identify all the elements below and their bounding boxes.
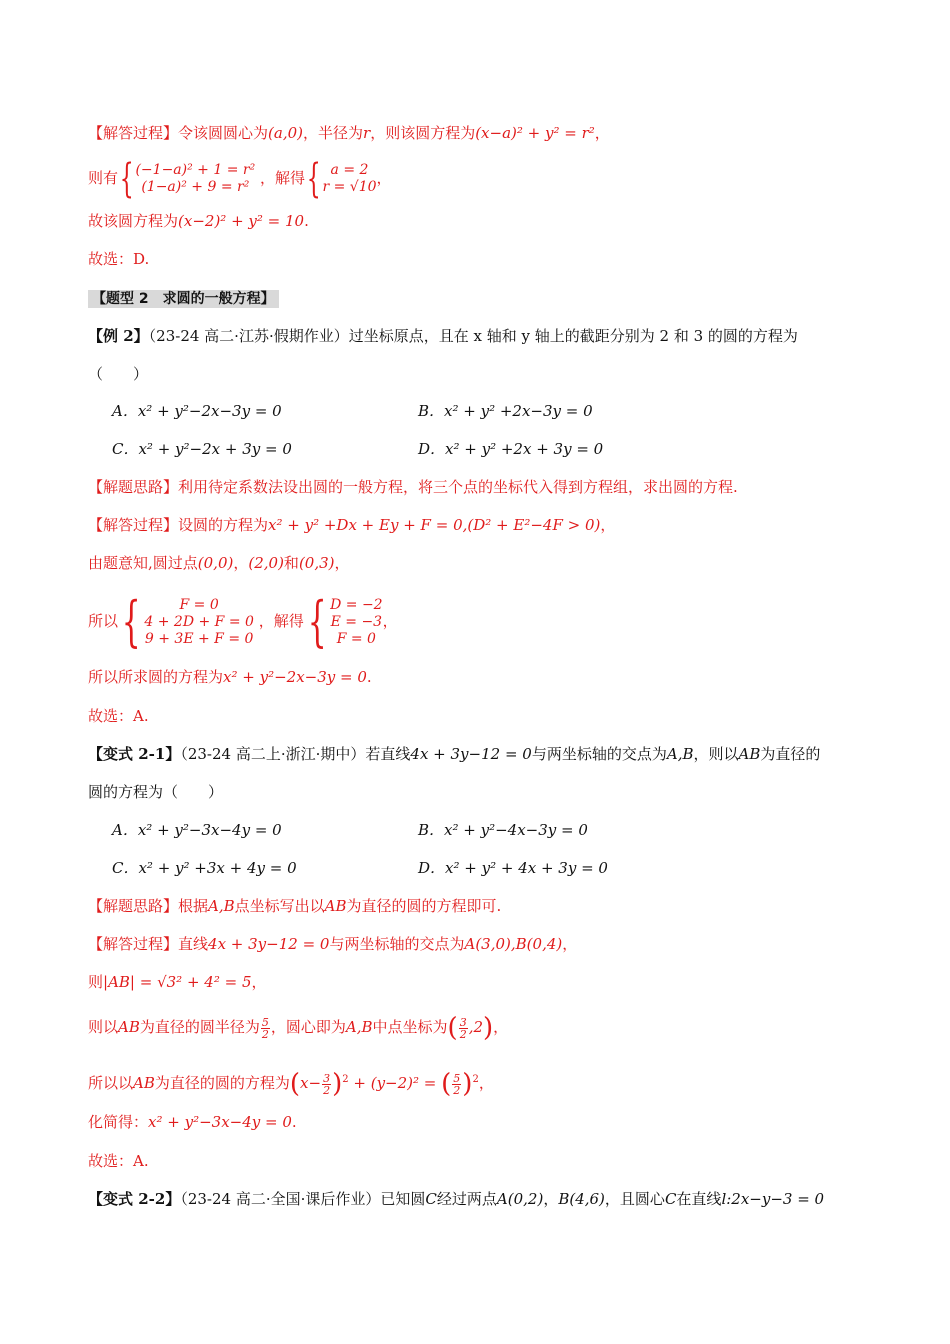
conclusion-line (88, 210, 309, 232)
text: 所以 (88, 612, 119, 630)
text: 为直径的圆半径为 (139, 1018, 260, 1036)
option-a[interactable]: A．x² + y²−2x−3y = 0 (112, 402, 282, 420)
variant-label: 【变式 2-1】 (88, 745, 181, 763)
variant-2-1-solution-3 (88, 1012, 508, 1042)
question-source: （23-24 高二·全国·课后作业） (180, 1190, 381, 1208)
exponent: 2 (342, 1074, 349, 1085)
circle-equation: (x−a)² + y² = r² (475, 124, 595, 142)
fraction-denominator: 2 (453, 1083, 461, 1097)
variant-2-1-solution-4 (88, 1066, 494, 1100)
text: 则有 (88, 169, 119, 187)
point: B(4,6) (558, 1190, 605, 1208)
brace: { (306, 156, 321, 202)
circle-symbol: C (664, 1190, 677, 1208)
answer-blank: （ ） (88, 365, 149, 383)
system-row: E = −3 (330, 613, 383, 630)
section-heading-label: 【题型 2 求圆的一般方程】 (88, 290, 279, 308)
example-2-solution-2 (88, 552, 350, 574)
text: ，解得 (259, 169, 305, 187)
text: ， (376, 169, 392, 187)
example-2-solution-1 (88, 514, 615, 536)
text: . (304, 212, 309, 230)
question-text: 过坐标原点，且在 x 轴和 y 轴上的截距分别为 2 和 3 的圆的方程为 (348, 327, 798, 345)
text: 故该圆方程为 (88, 212, 179, 230)
variant-label: 【变式 2-2】 (88, 1190, 181, 1208)
section-heading (88, 287, 279, 310)
example-2-answer (88, 705, 149, 727)
left-paren: ( (447, 1013, 458, 1043)
text: 在直线 (676, 1190, 722, 1208)
fraction (452, 1073, 461, 1096)
line-equation: 4x + 3y−12 = 0 (410, 745, 532, 763)
example-2-idea (88, 476, 738, 498)
text: ， (382, 612, 398, 630)
text: 直线 (178, 935, 209, 953)
brace: { (121, 590, 141, 653)
line-equation: l:2x−y−3 = 0 (721, 1190, 825, 1208)
text: 化简得： (88, 1113, 149, 1131)
text: 和 (283, 554, 299, 572)
question-source: （23-24 高二·江苏·假期作业） (148, 327, 349, 345)
right-paren: ) (483, 1013, 494, 1043)
text: . (366, 668, 372, 686)
variant-2-1-solution-5 (88, 1111, 297, 1133)
fraction-denominator: 2 (459, 1027, 467, 1041)
example-label: 【例 2】 (88, 327, 149, 345)
text: . (291, 1113, 297, 1131)
text: 与两坐标轴的交点为 (531, 745, 667, 763)
equation: x² + y²−3x−4y = 0 (148, 1113, 292, 1131)
system-line (88, 156, 392, 200)
example-2-question (88, 325, 798, 347)
left-paren: ( (441, 1069, 452, 1099)
segment: AB (133, 1074, 155, 1092)
text: ，则以 (693, 745, 739, 763)
option-c[interactable]: C．x² + y²−2x + 3y = 0 (112, 440, 292, 458)
equation-system (144, 597, 254, 648)
equation: x² + y²−2x−3y = 0 (223, 668, 367, 686)
answer-text: 故选：D. (88, 250, 150, 268)
example-2-paren (88, 363, 148, 385)
text: ， (600, 516, 616, 534)
text: ，圆心即为 (270, 1018, 346, 1036)
equation-middle: + (y−2)² = (348, 1074, 442, 1092)
system-row: 9 + 3E + F = 0 (144, 630, 254, 647)
variant-2-1-question (88, 743, 820, 765)
exponent: 2 (472, 1074, 479, 1085)
answer-text: 故选：A. (88, 707, 149, 725)
system-row: a = 2 (330, 162, 369, 178)
text: 若直线 (365, 745, 411, 763)
text: ， (334, 554, 350, 572)
text: ，解得 (258, 612, 304, 630)
center-x-fraction (459, 1017, 468, 1040)
solution-process-line-1 (88, 122, 610, 144)
text: 所以所求圆的方程为 (88, 668, 224, 686)
variant-2-1-solution-2 (88, 971, 267, 993)
system-row: D = −2 (330, 596, 383, 613)
line-equation: 4x + 3y−12 = 0 (208, 935, 330, 953)
answer-text: 故选：A. (88, 1152, 149, 1170)
option-d[interactable]: D．x² + y² +2x + 3y = 0 (418, 440, 604, 458)
text: 经过两点 (436, 1190, 497, 1208)
point: (0,0) (197, 554, 234, 572)
text: 则以 (88, 1018, 119, 1036)
text: 令该圆圆心为 (178, 124, 269, 142)
fraction-denominator: 2 (323, 1083, 331, 1097)
system-row: (1−a)² + 9 = r² (141, 179, 250, 195)
point: (0,3) (298, 554, 335, 572)
text: ， (251, 973, 267, 991)
text: ，且圆心 (604, 1190, 665, 1208)
equation: (x−2)² + y² = 10 (178, 212, 305, 230)
brace: { (119, 156, 134, 202)
system-row: r = √10 (322, 179, 377, 195)
fraction-numerator: 5 (261, 1015, 269, 1029)
question-source: （23-24 高二上·浙江·期中） (180, 745, 366, 763)
left-paren: ( (289, 1069, 301, 1099)
equation-system-1 (135, 162, 255, 196)
text: 为直径的 (760, 745, 821, 763)
solution-process-label: 【解答过程】 (88, 516, 179, 534)
point: (2,0) (248, 554, 284, 572)
points: A,B (345, 1018, 373, 1036)
variant-2-1-question-line-2 (88, 781, 223, 803)
option-a[interactable]: A．x² + y²−3x−4y = 0 (112, 821, 282, 839)
right-paren: ) (332, 1069, 343, 1099)
text: 设圆的方程为 (178, 516, 269, 534)
option-b[interactable]: B．x² + y²−4x−3y = 0 (418, 821, 588, 839)
text: 已知圆 (380, 1190, 426, 1208)
segment: AB (324, 897, 347, 915)
points: A,B (208, 897, 235, 915)
answer-line (88, 248, 149, 270)
idea-label: 【解题思路】 (88, 478, 179, 496)
solution-process-label: 【解答过程】 (88, 124, 179, 142)
text: 由题意知,圆过点 (88, 554, 198, 572)
text: ， (543, 1190, 559, 1208)
fraction-numerator: 3 (459, 1015, 467, 1029)
text: 根据 (178, 897, 209, 915)
text: 为直径的圆的方程即可. (346, 897, 502, 915)
system-row: 4 + 2D + F = 0 (144, 613, 254, 630)
general-equation: x² + y² +Dx + Ey + F = 0,(D² + E²−4F > 0) (268, 516, 601, 534)
text: ， (493, 1018, 509, 1036)
fraction (322, 1073, 331, 1096)
system-row: F = 0 (179, 596, 219, 613)
point: A(0,2) (496, 1190, 544, 1208)
text: ，半径为 (303, 124, 364, 142)
text: 点坐标写出以 (234, 897, 325, 915)
idea-text: 利用待定系数法设出圆的一般方程，将三个点的坐标代入得到方程组，求出圆的方程. (178, 478, 738, 496)
example-2-solution-4 (88, 666, 372, 688)
option-d[interactable]: D．x² + y² + 4x + 3y = 0 (418, 859, 608, 877)
radius-symbol: r (363, 124, 371, 142)
distance-equation: |AB| = √3² + 4² = 5 (103, 973, 252, 991)
points: A,B (666, 745, 694, 763)
option-c[interactable]: C．x² + y² +3x + 4y = 0 (112, 859, 297, 877)
fraction-numerator: 5 (453, 1071, 461, 1085)
solution-process-label: 【解答过程】 (88, 935, 179, 953)
segment: AB (118, 1018, 140, 1036)
center-y: ,2 (468, 1018, 484, 1036)
text: 与两坐标轴的交点为 (329, 935, 465, 953)
text: 中点坐标为 (372, 1018, 448, 1036)
option-b[interactable]: B．x² + y² +2x−3y = 0 (418, 402, 593, 420)
text: ， (233, 554, 249, 572)
solution-system (330, 597, 383, 648)
fraction-denominator: 2 (261, 1027, 269, 1041)
text: 所以以 (88, 1074, 134, 1092)
text: ， (594, 124, 610, 142)
brace: { (307, 590, 327, 653)
variant-2-1-solution-1 (88, 933, 577, 955)
x-symbol: x− (300, 1074, 322, 1092)
text: ，则该圆方程为 (370, 124, 476, 142)
system-row: (−1−a)² + 1 = r² (135, 162, 256, 178)
text: 则 (88, 973, 104, 991)
variant-2-1-idea (88, 895, 501, 917)
radius-fraction (261, 1017, 270, 1040)
text: 为直径的圆的方程为 (154, 1074, 290, 1092)
intersection-points: A(3,0),B(0,4) (464, 935, 563, 953)
system-row: F = 0 (336, 630, 376, 647)
variant-2-2-question (88, 1188, 824, 1210)
fraction-numerator: 3 (323, 1071, 331, 1085)
circle-symbol: C (425, 1190, 437, 1208)
circle-center: (a,0) (268, 124, 303, 142)
text: 圆的方程为（ ） (88, 783, 224, 801)
right-paren: ) (462, 1069, 473, 1099)
segment: AB (738, 745, 761, 763)
text: ， (562, 935, 578, 953)
equation-system-2 (322, 162, 376, 196)
idea-label: 【解题思路】 (88, 897, 179, 915)
example-2-solution-3 (88, 590, 398, 653)
text: ， (478, 1074, 494, 1092)
variant-2-1-answer (88, 1150, 149, 1172)
